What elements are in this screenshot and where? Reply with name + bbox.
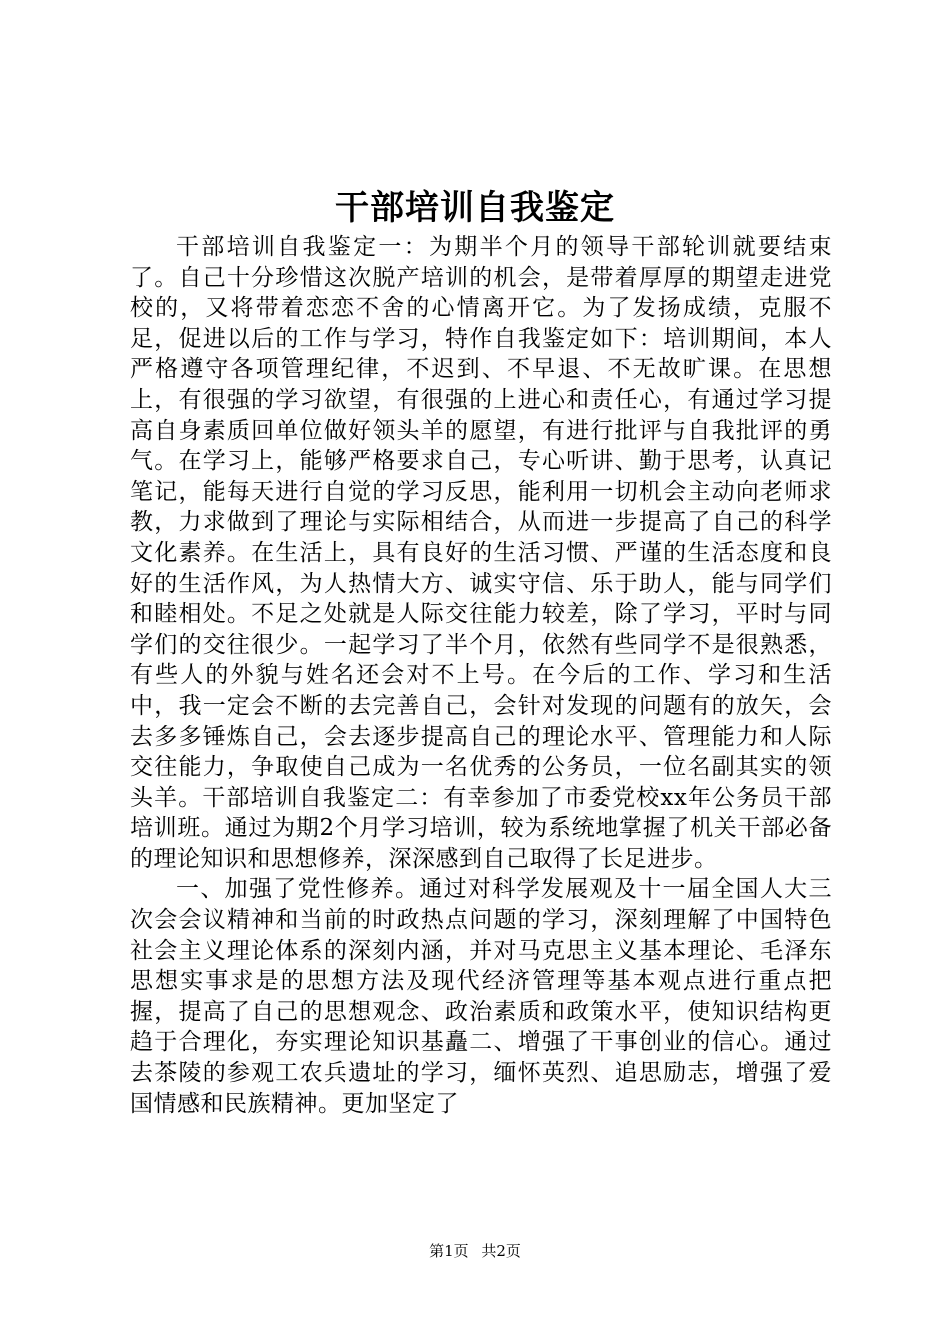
- document-title: 干部培训自我鉴定: [335, 188, 615, 228]
- paragraph-1: 干部培训自我鉴定一：为期半个月的领导干部轮训就要结束了。自己十分珍惜这次脱产培训的机会，是带着厚厚的期望走进党校的，又将带着恋恋不舍的心情离开它。为了发扬成绩，克服不足，促进以后的工作与学习，特作自我鉴定如下：培训期间，本人严格遵守各项管理纪律，不迟到、不早退、不无故旷课。在思想上，有很强的学习欲望，有很强的上进心和责任心，有通过学习提高自身素质回单位做好领头羊的愿望，有进行批评与自我批评的勇气。在学习上，能够严格要求自己，专心听讲、勤于思考，认真记笔记，能每天进行自觉的学习反思，能利用一切机会主动向老师求教，力求做到了理论与实际相结合，从而进一步提高了自己的科学文化素养。在生活上，具有良好的生活习惯、严谨的生活态度和良好的生活作风，为人热情大方、诚实守信、乐于助人，能与同学们和睦相处。不足之处就是人际交往能力较差，除了学习，平时与同学们的交往很少。一起学习了半个月，依然有些同学不是很熟悉，有些人的外貌与姓名还会对不上号。在今后的工作、学习和生活中，我一定会不断的去完善自己，会针对发现的问题有的放矢，会去多多锤炼自己，会去逐步提高自己的理论水平、管理能力和人际交往能力，争取使自己成为一名优秀的公务员，一位名副其实的领头羊。干部培训自我鉴定二：有幸参加了市委党校xx年公务员干部培训班。通过为期2个月学习培训，较为系统地掌握了机关干部必备的理论知识和思想修养，深深感到自己取得了长足进步。: [130, 234, 832, 872]
- document-body: [130, 232, 832, 1119]
- page-total: 共2页: [481, 1242, 521, 1260]
- page-footer: [0, 1241, 950, 1261]
- paragraph-2: 一、加强了党性修养。通过对科学发展观及十一届全国人大三次会会议精神和当前的时政热点问题的学习，深刻理解了中国特色社会主义理论体系的深刻内涵，并对马克思主义基本理论、毛泽东思想实事求是的思想方法及现代经济管理等基本观点进行重点把握，提高了自己的思想观念、政治素质和政策水平，使知识结构更趋于合理化，夯实理论知识基矗二、增强了干事创业的信心。通过去茶陵的参观工农兵遗址的学习，缅怀英烈、追思励志，增强了爱国情感和民族精神。更加坚定了: [130, 876, 832, 1117]
- page-number: 第1页: [429, 1242, 469, 1260]
